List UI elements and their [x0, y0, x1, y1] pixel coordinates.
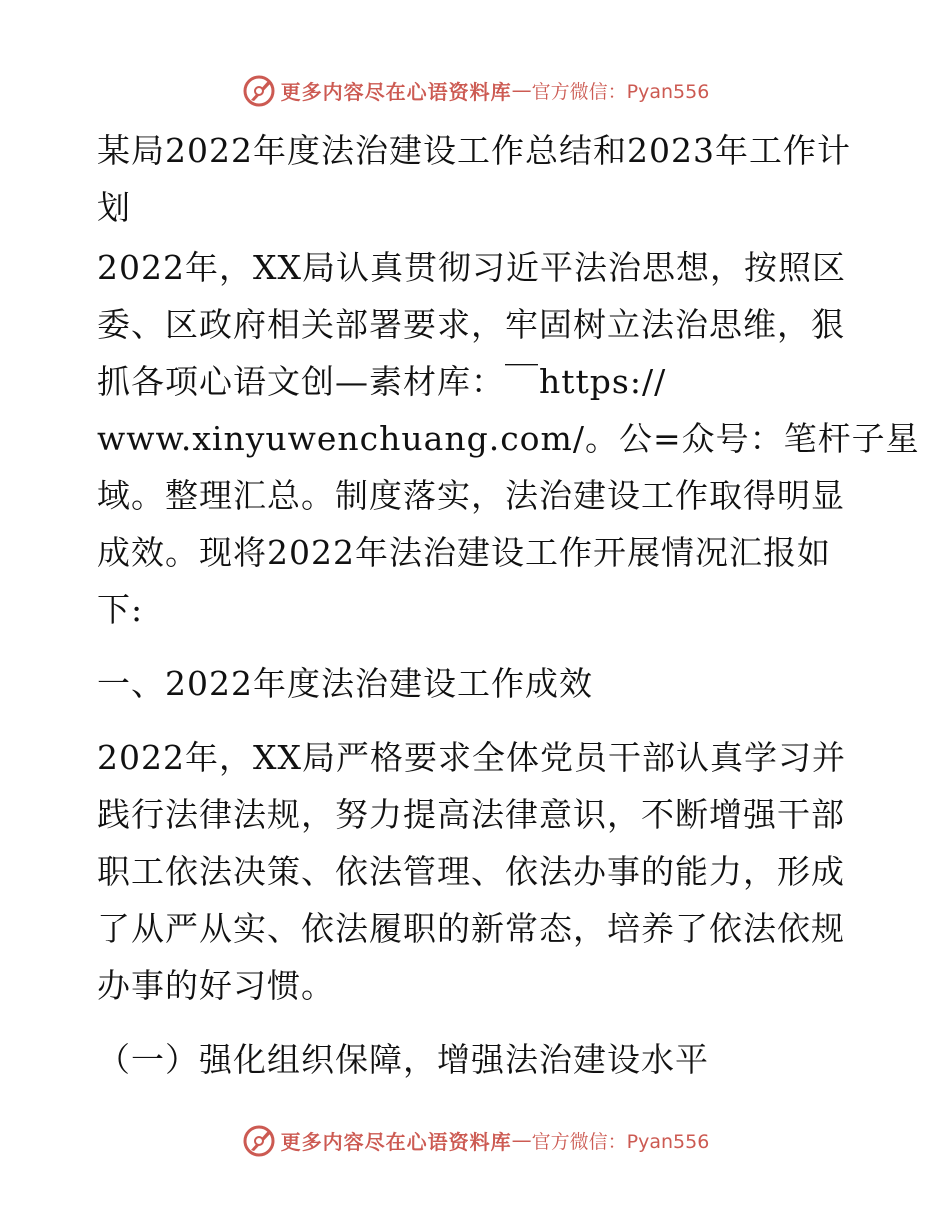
text-line: 下: [97, 590, 144, 629]
banner-brand-text: 更多内容尽在心语资料库 [280, 79, 512, 104]
quill-circle-icon [241, 1122, 277, 1158]
footer-banner [0, 1120, 950, 1160]
banner-wechat-text: 官方微信：Pyan556 [531, 80, 710, 103]
title-line: 划 [97, 188, 131, 227]
banner-brand-text: 更多内容尽在心语资料库 [280, 1129, 512, 1154]
text-line: www.xinyuwenchuang.com/。公=众号：笔杆子星 [97, 419, 920, 458]
text-line: 域。整理汇总。制度落实，法治建设工作取得明显 [97, 476, 845, 515]
text-line: 2022年，XX局认真贯彻习近平法治思想，按照区 [97, 248, 846, 287]
text-line: 委、区政府相关部署要求，牢固树立法治思维，狠 [97, 305, 845, 344]
text-line: 了从严从实、依法履职的新常态，培养了依法依规 [97, 909, 845, 948]
banner-separator: — [511, 1128, 532, 1152]
text-line: 职工依法决策、依法管理、依法办事的能力，形成 [97, 852, 845, 891]
banner-wechat-text: 官方微信：Pyan556 [531, 1130, 710, 1153]
banner-separator: — [511, 78, 532, 102]
text-line: 践行法律法规，努力提高法律意识，不断增强干部 [97, 795, 845, 834]
heading-line: （一）强化组织保障，增强法治建设水平 [97, 1040, 709, 1079]
text-line: 办事的好习惯。 [97, 966, 335, 1005]
quill-circle-icon [241, 72, 277, 108]
text-line: 2022年，XX局严格要求全体党员干部认真学习并 [97, 738, 846, 777]
text-line: 成效。现将2022年法治建设工作开展情况汇报如 [97, 533, 831, 572]
text-line: 抓各项心语文创—素材库：￣https:// [97, 362, 667, 401]
intro-paragraph [97, 239, 920, 638]
document-title [97, 122, 857, 236]
title-line: 某局2022年度法治建设工作总结和2023年工作计 [97, 131, 851, 170]
section-heading [97, 655, 857, 712]
document-body [97, 122, 920, 1105]
heading-line: 一、2022年度法治建设工作成效 [97, 664, 593, 703]
subsection-heading [97, 1031, 857, 1088]
header-banner [0, 70, 950, 110]
section-paragraph [97, 729, 857, 1014]
